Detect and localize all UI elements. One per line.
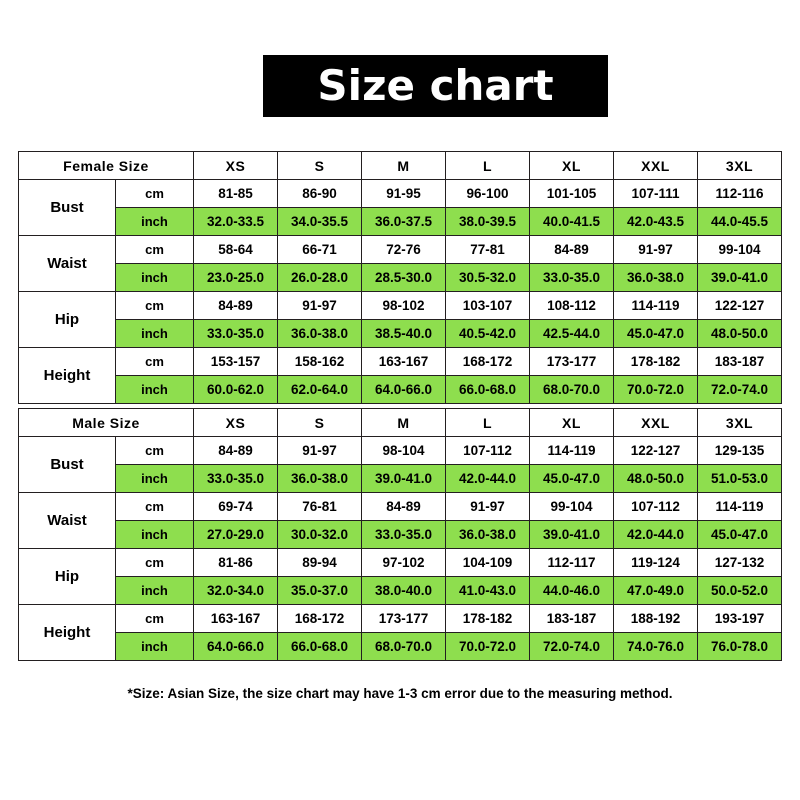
male-measure-label-bust: Bust	[19, 437, 116, 493]
male-waist-cm-xs: 69-74	[194, 493, 278, 521]
male-hip-cm-xs: 81-86	[194, 549, 278, 577]
table-row	[19, 320, 782, 348]
male-waist-inch-s: 30.0-32.0	[278, 521, 362, 549]
male-height-cm-xxl: 188-192	[614, 605, 698, 633]
female-bust-cm-m: 91-95	[362, 180, 446, 208]
female-bust-cm-xxl: 107-111	[614, 180, 698, 208]
female-measure-label-height: Height	[19, 348, 116, 404]
male-column-header-s: S	[278, 409, 362, 437]
male-hip-cm-3xl: 127-132	[698, 549, 782, 577]
male-waist-cm-m: 84-89	[362, 493, 446, 521]
male-height-inch-3xl: 76.0-78.0	[698, 633, 782, 661]
male-hip-inch-s: 35.0-37.0	[278, 577, 362, 605]
female-height-unit-inch: inch	[116, 376, 194, 404]
table-row	[19, 605, 782, 633]
female-hip-cm-l: 103-107	[446, 292, 530, 320]
table-row	[19, 180, 782, 208]
male-hip-inch-3xl: 50.0-52.0	[698, 577, 782, 605]
table-row	[19, 465, 782, 493]
female-column-header-xl: XL	[530, 152, 614, 180]
male-waist-inch-xxl: 42.0-44.0	[614, 521, 698, 549]
female-size-header-label: Female Size	[19, 152, 194, 180]
male-bust-inch-xxl: 48.0-50.0	[614, 465, 698, 493]
female-waist-inch-xl: 33.0-35.0	[530, 264, 614, 292]
table-row	[19, 264, 782, 292]
female-bust-unit-cm: cm	[116, 180, 194, 208]
female-column-header-xxl: XXL	[614, 152, 698, 180]
female-hip-inch-3xl: 48.0-50.0	[698, 320, 782, 348]
female-waist-inch-xs: 23.0-25.0	[194, 264, 278, 292]
male-column-header-l: L	[446, 409, 530, 437]
female-height-inch-3xl: 72.0-74.0	[698, 376, 782, 404]
male-hip-cm-xxl: 119-124	[614, 549, 698, 577]
male-height-cm-l: 178-182	[446, 605, 530, 633]
male-table-header-row	[19, 409, 782, 437]
female-height-inch-l: 66.0-68.0	[446, 376, 530, 404]
male-waist-inch-xl: 39.0-41.0	[530, 521, 614, 549]
female-hip-inch-s: 36.0-38.0	[278, 320, 362, 348]
male-hip-cm-m: 97-102	[362, 549, 446, 577]
male-hip-cm-l: 104-109	[446, 549, 530, 577]
male-height-inch-xl: 72.0-74.0	[530, 633, 614, 661]
male-bust-cm-l: 107-112	[446, 437, 530, 465]
male-waist-cm-l: 91-97	[446, 493, 530, 521]
female-bust-unit-inch: inch	[116, 208, 194, 236]
male-bust-cm-xs: 84-89	[194, 437, 278, 465]
female-hip-cm-xxl: 114-119	[614, 292, 698, 320]
female-bust-inch-l: 38.0-39.5	[446, 208, 530, 236]
female-waist-unit-inch: inch	[116, 264, 194, 292]
male-bust-inch-xl: 45.0-47.0	[530, 465, 614, 493]
female-height-cm-m: 163-167	[362, 348, 446, 376]
male-hip-inch-l: 41.0-43.0	[446, 577, 530, 605]
male-bust-unit-cm: cm	[116, 437, 194, 465]
female-waist-cm-m: 72-76	[362, 236, 446, 264]
male-bust-cm-s: 91-97	[278, 437, 362, 465]
female-bust-cm-xl: 101-105	[530, 180, 614, 208]
male-waist-cm-3xl: 114-119	[698, 493, 782, 521]
female-bust-cm-l: 96-100	[446, 180, 530, 208]
female-bust-cm-xs: 81-85	[194, 180, 278, 208]
female-hip-cm-xs: 84-89	[194, 292, 278, 320]
male-hip-inch-m: 38.0-40.0	[362, 577, 446, 605]
female-height-cm-xs: 153-157	[194, 348, 278, 376]
male-waist-inch-3xl: 45.0-47.0	[698, 521, 782, 549]
female-hip-inch-m: 38.5-40.0	[362, 320, 446, 348]
female-waist-inch-s: 26.0-28.0	[278, 264, 362, 292]
female-bust-inch-3xl: 44.0-45.5	[698, 208, 782, 236]
female-bust-cm-s: 86-90	[278, 180, 362, 208]
male-hip-inch-xs: 32.0-34.0	[194, 577, 278, 605]
female-height-cm-s: 158-162	[278, 348, 362, 376]
male-measure-label-hip: Hip	[19, 549, 116, 605]
male-bust-inch-l: 42.0-44.0	[446, 465, 530, 493]
male-waist-inch-l: 36.0-38.0	[446, 521, 530, 549]
female-column-header-3xl: 3XL	[698, 152, 782, 180]
male-height-cm-3xl: 193-197	[698, 605, 782, 633]
male-height-cm-m: 173-177	[362, 605, 446, 633]
male-waist-unit-cm: cm	[116, 493, 194, 521]
table-row	[19, 236, 782, 264]
male-bust-cm-m: 98-104	[362, 437, 446, 465]
male-size-header-label: Male Size	[19, 409, 194, 437]
male-height-unit-inch: inch	[116, 633, 194, 661]
male-waist-inch-xs: 27.0-29.0	[194, 521, 278, 549]
male-waist-cm-xl: 99-104	[530, 493, 614, 521]
female-waist-cm-3xl: 99-104	[698, 236, 782, 264]
female-table-header-row	[19, 152, 782, 180]
female-waist-inch-l: 30.5-32.0	[446, 264, 530, 292]
title-banner	[263, 55, 608, 117]
female-hip-cm-s: 91-97	[278, 292, 362, 320]
male-height-inch-xxl: 74.0-76.0	[614, 633, 698, 661]
female-waist-inch-m: 28.5-30.0	[362, 264, 446, 292]
female-waist-cm-l: 77-81	[446, 236, 530, 264]
female-hip-unit-inch: inch	[116, 320, 194, 348]
male-bust-inch-3xl: 51.0-53.0	[698, 465, 782, 493]
female-bust-inch-xxl: 42.0-43.5	[614, 208, 698, 236]
female-height-cm-xl: 173-177	[530, 348, 614, 376]
female-waist-inch-xxl: 36.0-38.0	[614, 264, 698, 292]
male-measure-label-waist: Waist	[19, 493, 116, 549]
female-height-inch-s: 62.0-64.0	[278, 376, 362, 404]
male-height-cm-s: 168-172	[278, 605, 362, 633]
table-row	[19, 493, 782, 521]
table-row	[19, 633, 782, 661]
male-waist-cm-xxl: 107-112	[614, 493, 698, 521]
male-column-header-xl: XL	[530, 409, 614, 437]
male-height-inch-l: 70.0-72.0	[446, 633, 530, 661]
female-hip-inch-xs: 33.0-35.0	[194, 320, 278, 348]
female-hip-cm-3xl: 122-127	[698, 292, 782, 320]
female-height-cm-xxl: 178-182	[614, 348, 698, 376]
male-bust-inch-m: 39.0-41.0	[362, 465, 446, 493]
male-height-inch-s: 66.0-68.0	[278, 633, 362, 661]
male-hip-unit-inch: inch	[116, 577, 194, 605]
male-hip-inch-xl: 44.0-46.0	[530, 577, 614, 605]
female-bust-inch-m: 36.0-37.5	[362, 208, 446, 236]
male-height-unit-cm: cm	[116, 605, 194, 633]
male-waist-cm-s: 76-81	[278, 493, 362, 521]
female-waist-inch-3xl: 39.0-41.0	[698, 264, 782, 292]
male-bust-inch-s: 36.0-38.0	[278, 465, 362, 493]
female-column-header-xs: XS	[194, 152, 278, 180]
female-waist-cm-s: 66-71	[278, 236, 362, 264]
female-column-header-l: L	[446, 152, 530, 180]
male-column-header-xxl: XXL	[614, 409, 698, 437]
female-table-body	[19, 152, 782, 404]
female-column-header-s: S	[278, 152, 362, 180]
male-hip-cm-xl: 112-117	[530, 549, 614, 577]
female-hip-unit-cm: cm	[116, 292, 194, 320]
table-row	[19, 376, 782, 404]
table-row	[19, 348, 782, 376]
footnote: *Size: Asian Size, the size chart may have 1-3 cm error due to the measuring method.	[127, 686, 673, 701]
male-bust-inch-xs: 33.0-35.0	[194, 465, 278, 493]
female-hip-cm-m: 98-102	[362, 292, 446, 320]
table-row	[19, 437, 782, 465]
female-measure-label-hip: Hip	[19, 292, 116, 348]
female-hip-inch-xxl: 45.0-47.0	[614, 320, 698, 348]
female-waist-cm-xxl: 91-97	[614, 236, 698, 264]
female-hip-inch-xl: 42.5-44.0	[530, 320, 614, 348]
female-bust-inch-xl: 40.0-41.5	[530, 208, 614, 236]
male-height-cm-xs: 163-167	[194, 605, 278, 633]
female-bust-cm-3xl: 112-116	[698, 180, 782, 208]
male-column-header-3xl: 3XL	[698, 409, 782, 437]
female-bust-inch-s: 34.0-35.5	[278, 208, 362, 236]
table-row	[19, 292, 782, 320]
female-waist-cm-xs: 58-64	[194, 236, 278, 264]
female-hip-cm-xl: 108-112	[530, 292, 614, 320]
male-height-inch-xs: 64.0-66.0	[194, 633, 278, 661]
female-hip-inch-l: 40.5-42.0	[446, 320, 530, 348]
female-measure-label-bust: Bust	[19, 180, 116, 236]
male-bust-cm-xxl: 122-127	[614, 437, 698, 465]
male-hip-unit-cm: cm	[116, 549, 194, 577]
male-bust-unit-inch: inch	[116, 465, 194, 493]
male-bust-cm-xl: 114-119	[530, 437, 614, 465]
female-height-inch-xs: 60.0-62.0	[194, 376, 278, 404]
female-height-cm-3xl: 183-187	[698, 348, 782, 376]
female-column-header-m: M	[362, 152, 446, 180]
female-bust-inch-xs: 32.0-33.5	[194, 208, 278, 236]
female-height-inch-xl: 68.0-70.0	[530, 376, 614, 404]
male-hip-cm-s: 89-94	[278, 549, 362, 577]
male-height-inch-m: 68.0-70.0	[362, 633, 446, 661]
male-table-body	[19, 409, 782, 661]
table-row	[19, 577, 782, 605]
male-size-table	[18, 408, 782, 661]
male-hip-inch-xxl: 47.0-49.0	[614, 577, 698, 605]
female-height-unit-cm: cm	[116, 348, 194, 376]
male-waist-unit-inch: inch	[116, 521, 194, 549]
female-height-inch-m: 64.0-66.0	[362, 376, 446, 404]
male-measure-label-height: Height	[19, 605, 116, 661]
male-height-cm-xl: 183-187	[530, 605, 614, 633]
male-column-header-xs: XS	[194, 409, 278, 437]
female-height-inch-xxl: 70.0-72.0	[614, 376, 698, 404]
table-row	[19, 521, 782, 549]
female-waist-cm-xl: 84-89	[530, 236, 614, 264]
female-measure-label-waist: Waist	[19, 236, 116, 292]
male-waist-inch-m: 33.0-35.0	[362, 521, 446, 549]
male-column-header-m: M	[362, 409, 446, 437]
female-size-table	[18, 151, 782, 404]
female-height-cm-l: 168-172	[446, 348, 530, 376]
female-waist-unit-cm: cm	[116, 236, 194, 264]
table-row	[19, 549, 782, 577]
male-bust-cm-3xl: 129-135	[698, 437, 782, 465]
page-title: Size chart	[317, 61, 554, 110]
table-row	[19, 208, 782, 236]
